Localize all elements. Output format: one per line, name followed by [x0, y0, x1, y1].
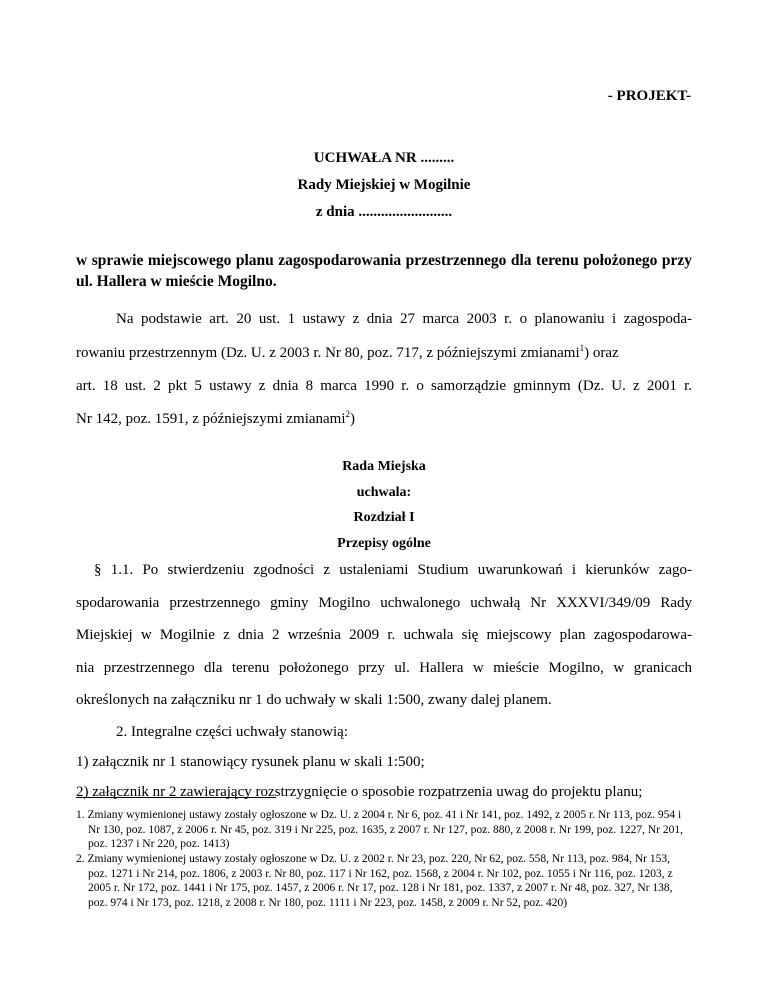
council-name: Rady Miejskiej w Mogilnie — [297, 177, 471, 193]
preamble-line-2-end: ) oraz — [584, 345, 619, 361]
preamble-line-2 — [76, 345, 692, 362]
resolution-subject: w sprawie miejscowego planu zagospodarowania przestrzennego dla terenu położonego przy ul. Hallera w mieście Mogilno. — [76, 252, 692, 290]
heading-rozdzial: Rozdział I — [353, 510, 415, 525]
section-1-line-1: § 1.1. Po stwierdzeniu zgodności z ustaleniami Studium uwarunkowań i kierunków zago- — [94, 562, 692, 578]
section-1-line-2: spodarowania przestrzennego gminy Mogilno uchwalonego uchwałą Nr XXXVI/349/09 Rady — [76, 595, 692, 611]
preamble-line-3: art. 18 ust. 2 pkt 5 ustawy z dnia 8 marca 1990 r. o samorządzie gminnym (Dz. U. z 2001 r. — [76, 378, 692, 394]
preamble-line-1: Na podstawie art. 20 ust. 1 ustawy z dnia 27 marca 2003 r. o planowaniu i zagospoda- — [116, 311, 692, 327]
heading-rada: Rada Miejska — [342, 459, 426, 474]
resolution-number: UCHWAŁA NR ......... — [313, 150, 455, 166]
projekt-label: - PROJEKT- — [607, 88, 691, 104]
section-1-line-4: nia przestrzennego dla terenu położonego przy ul. Hallera w mieście Mogilno, w granicach — [76, 660, 692, 676]
section-2-item-2: 2) załącznik nr 2 zawierający rozstrzygnięcie o sposobie rozpatrzenia uwag do projektu planu; — [76, 784, 643, 800]
footnote-ref-1: 1 — [579, 343, 585, 353]
footnote-2 — [76, 852, 692, 910]
resolution-date: z dnia ......................... — [315, 204, 453, 220]
footnote-separator — [76, 797, 276, 798]
footnote-2-text: 2. Zmiany wymienionej ustawy zostały ogłoszone w Dz. U. z 2002 r. Nr 23, poz. 220, Nr 62, poz. 558, Nr 113, poz. 984, Nr 153, poz. 1271 i Nr 214, poz. 1806, z 2003 r. Nr 80, poz. 117 i Nr 162, poz. 1568, z 2004 r. Nr 102, poz. 1055 i Nr 116, poz. 1203, z 2005 r. Nr 172, poz. 1441 i Nr 175, poz. 1457, z 2006 r. Nr 17, poz. 128 i Nr 181, poz. 1337, z 2007 r. Nr 48, poz. 327, Nr 138, poz. 974 i Nr 173, poz. 1218, z 2008 r. Nr 180, poz. 1111 i Nr 223, poz. 1458, z 2009 r. Nr 52, poz. 420) — [76, 853, 673, 909]
preamble-line-4-end: ) — [350, 411, 356, 427]
footnote-1-text: 1. Zmiany wymienionej ustawy zostały ogłoszone w Dz. U. z 2004 r. Nr 6, poz. 41 i Nr 141, poz. 1492, z 2005 r. Nr 113, poz. 954 i Nr 130, poz. 1087, z 2006 r. Nr 45, poz. 319 i Nr 225, poz. 1635, z 2007 r. Nr 127, poz. 880, z 2008 r. Nr 199, poz. 1227, Nr 201, poz. 1237 i Nr 220, poz. 1413) — [76, 809, 684, 850]
footnote-ref-2: 2 — [345, 409, 351, 419]
section-1-line-5: określonych na załączniku nr 1 do uchwały w skali 1:500, zwany dalej planem. — [76, 692, 552, 708]
preamble-line-2-text: rowaniu przestrzennym (Dz. U. z 2003 r. Nr 80, poz. 717, z późniejszymi zmianami — [76, 345, 580, 361]
heading-uchwala: uchwala: — [356, 485, 412, 500]
footnote-1 — [76, 808, 692, 852]
preamble-line-4 — [76, 411, 692, 428]
section-1-line-3: Miejskiej w Mogilnie z dnia 2 września 2009 r. uchwala się miejscowy plan zagospodarowa- — [76, 627, 692, 643]
section-2-item-1: 1) załącznik nr 1 stanowiący rysunek planu w skali 1:500; — [76, 754, 425, 770]
preamble-line-4-text: Nr 142, poz. 1591, z późniejszymi zmianami — [76, 411, 346, 427]
heading-przepisy: Przepisy ogólne — [337, 536, 431, 551]
section-2-intro: 2. Integralne części uchwały stanowią: — [116, 724, 348, 740]
